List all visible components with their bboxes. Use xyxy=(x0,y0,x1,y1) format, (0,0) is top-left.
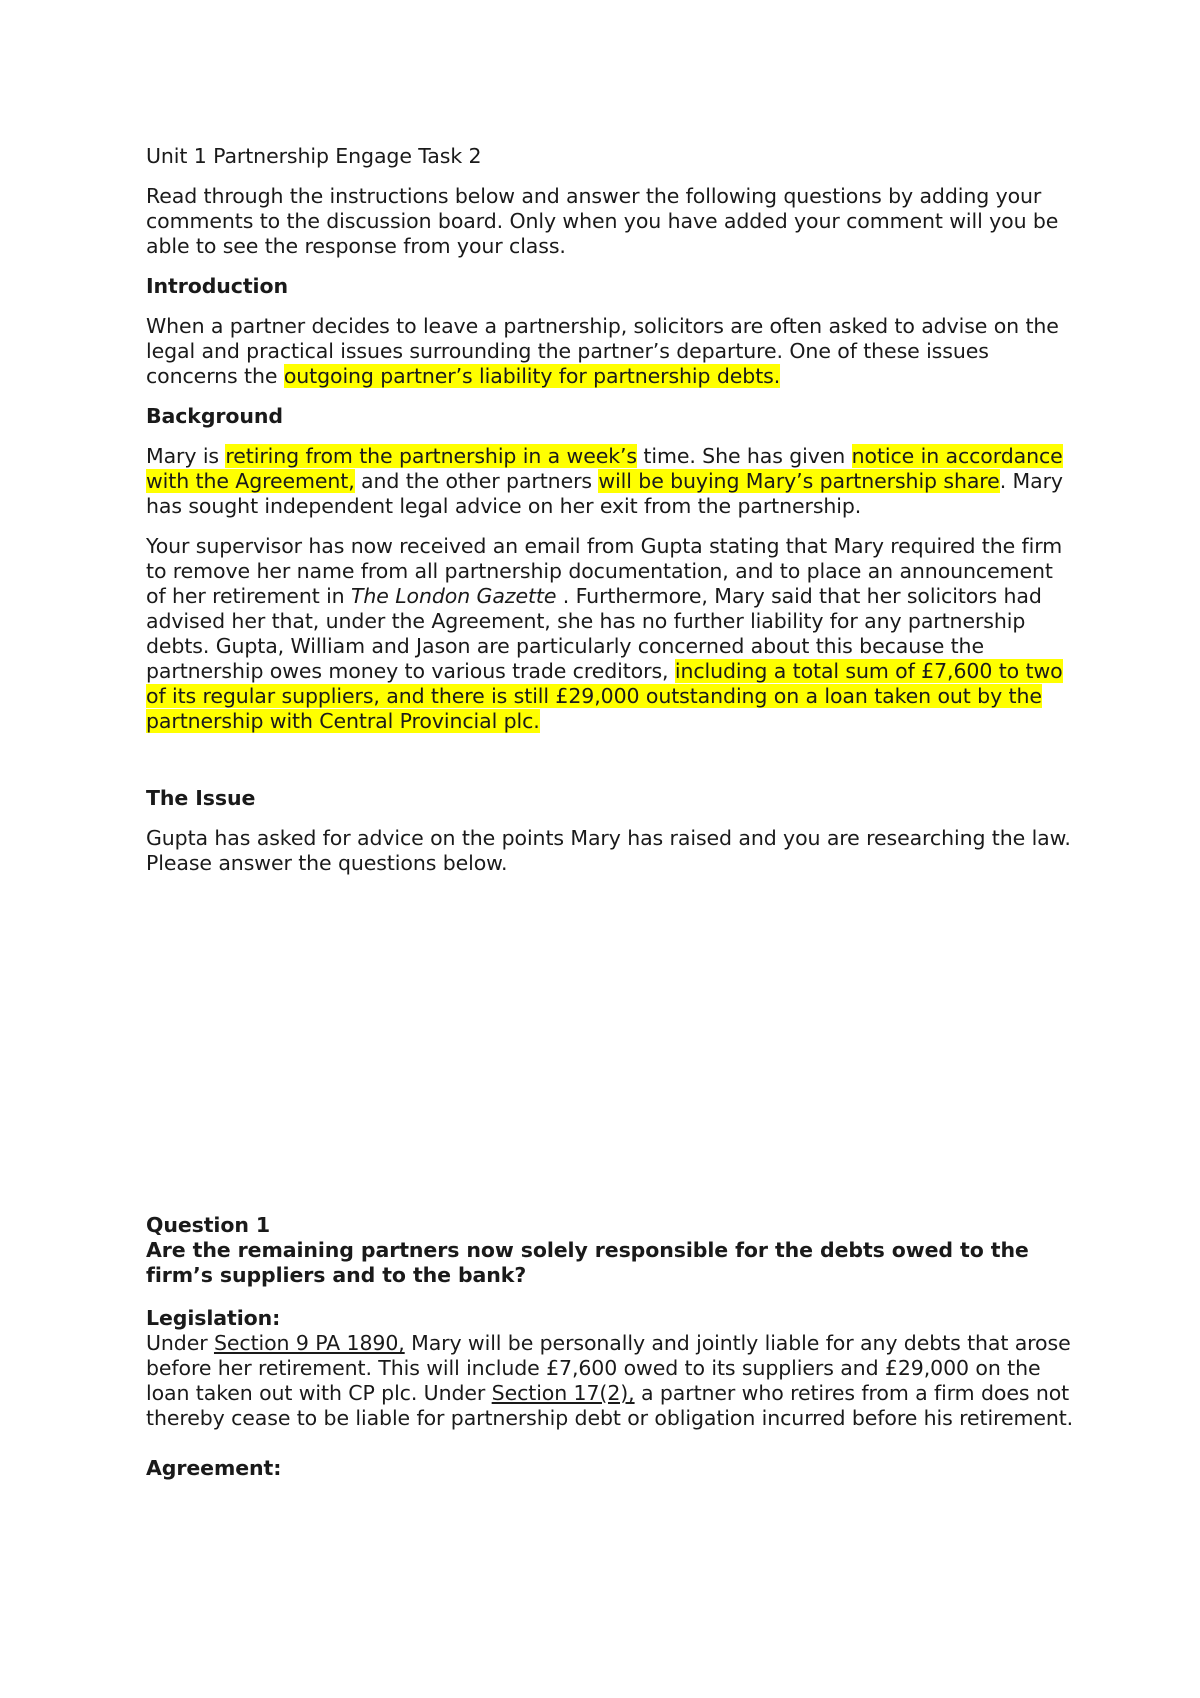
introduction-heading: Introduction xyxy=(146,274,288,298)
bg1-text-4: . Mary has sought independent legal advice on her exit from the partnership. xyxy=(146,469,1063,518)
question-1-label: Question 1 xyxy=(146,1213,271,1237)
document-title: Unit 1 Partnership Engage Task 2 xyxy=(146,144,482,168)
background-paragraph-1 xyxy=(146,444,1076,519)
section-17-link[interactable]: Section 17(2), xyxy=(491,1381,635,1405)
blank-space xyxy=(146,891,1076,1213)
leg-text-2: Mary will be personally and jointly liable for any debts that arose before her retirement. This will include £7,600 owed to its suppliers and £29,000 on the loan taken out with CP plc. Under xyxy=(146,1331,1071,1405)
issue-paragraph: Gupta has asked for advice on the points Mary has raised and you are researching the law. Please answer the questions below. xyxy=(146,826,1071,875)
background-heading: Background xyxy=(146,404,283,428)
agreement-heading: Agreement: xyxy=(146,1456,282,1480)
leg-text-1: Under xyxy=(146,1331,214,1355)
bg1-text-2: time. She has given xyxy=(637,444,852,468)
question-1-block xyxy=(146,1213,1076,1288)
legislation-heading: Legislation: xyxy=(146,1306,281,1330)
leg-text-3: a partner who retires from a firm does not thereby cease to be liable for partnership debt or obligation incurred before his retirement. xyxy=(146,1381,1074,1430)
bg1-text-3: and the other partners xyxy=(354,469,599,493)
bg1-text-1: Mary is xyxy=(146,444,226,468)
bg1-highlight-2: notice in accordance with the Agreement, xyxy=(146,444,1063,493)
instructions-paragraph: Read through the instructions below and answer the following questions by adding your comments to the discussion board. Only when you have added your comment will you be able to see the response from your class. xyxy=(146,184,1059,258)
bg2-text-2: . Furthermore, Mary said that her solicitors had advised her that, under the Agreement, she has no further liability for any partnership debts. Gupta, William and Jason are particularly concerned about this because the partnership owes money to various trade creditors, xyxy=(146,584,1042,683)
bg2-italic-gazette: The London Gazette xyxy=(350,584,557,608)
bg1-highlight-1: retiring from the partnership in a week’s xyxy=(225,444,637,468)
document-page xyxy=(146,144,1076,1496)
introduction-text: When a partner decides to leave a partnership, solicitors are often asked to advise on the legal and practical issues surrounding the partner’s departure. One of these issues concerns the xyxy=(146,314,1059,388)
bg2-highlight: including a total sum of £7,600 to two of its regular suppliers, and there is still £29,000 outstanding on a loan taken out by the partnership with Central Provincial plc. xyxy=(146,659,1063,733)
legislation-paragraph xyxy=(146,1331,1076,1431)
introduction-highlight: outgoing partner’s liability for partnership debts. xyxy=(283,364,781,388)
section-9-link[interactable]: Section 9 PA 1890, xyxy=(213,1331,405,1355)
question-1-text: Are the remaining partners now solely responsible for the debts owed to the firm’s suppliers and to the bank? xyxy=(146,1238,1029,1287)
bg1-highlight-3: will be buying Mary’s partnership share xyxy=(598,469,1000,493)
issue-heading: The Issue xyxy=(146,786,256,810)
bg2-text-1: Your supervisor has now received an email from Gupta stating that Mary required the firm to remove her name from all partnership documentation, and to place an announcement of her retirement in xyxy=(146,534,1063,608)
background-paragraph-2 xyxy=(146,534,1076,734)
introduction-paragraph xyxy=(146,314,1076,389)
